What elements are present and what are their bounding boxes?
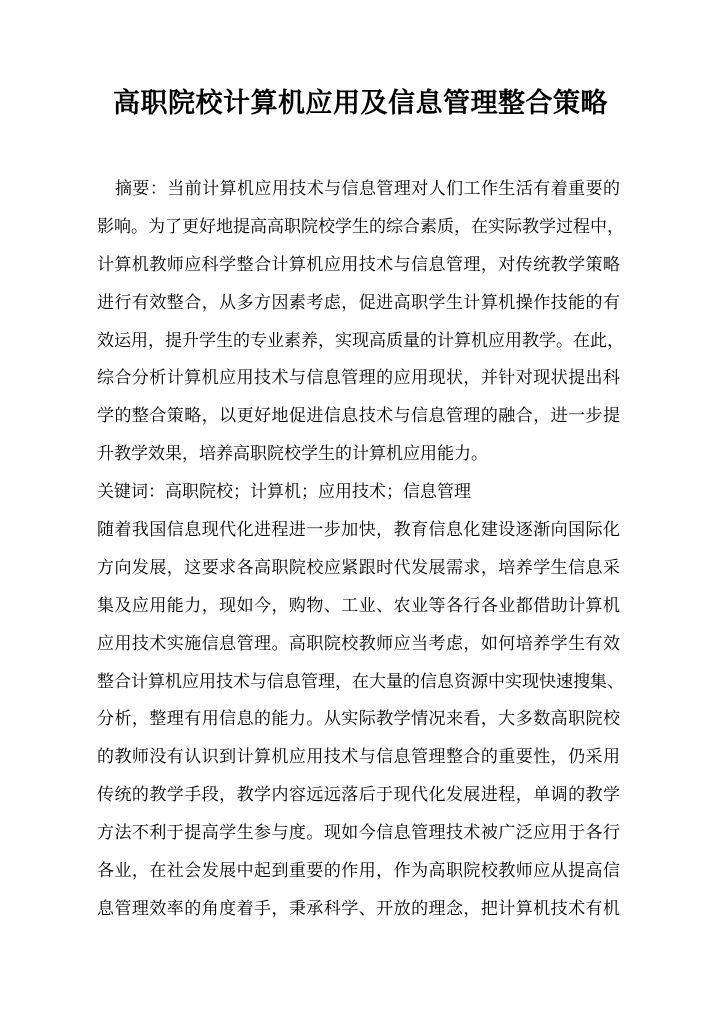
text-line: 随着我国信息现代化进程进一步加快，教育信息化建设逐渐向国际化	[97, 520, 620, 540]
text-line: 摘要：当前计算机应用技术与信息管理对人们工作生活有着重要的	[115, 179, 620, 198]
text-line: 各业，在社会发展中起到重要的作用，作为高职院校教师应从提高信	[97, 861, 620, 881]
text-line: 整合计算机应用技术与信息管理，在大量的信息资源中实现快速搜集、	[97, 671, 624, 691]
text-line: 传统的教学手段，教学内容远远落后于现代化发展进程，单调的教学	[97, 785, 620, 805]
text-line: 升教学效果，培养高职院校学生的计算机应用能力。	[97, 444, 488, 464]
text-line: 分析，整理有用信息的能力。从实际教学情况来看，大多数高职院校	[97, 709, 620, 729]
text-line: 的教师没有认识到计算机应用技术与信息管理整合的重要性，仍采用	[97, 747, 620, 767]
text-line: 应用技术实施信息管理。高职院校教师应当考虑，如何培养学生有效	[97, 633, 620, 653]
text-line: 计算机教师应科学整合计算机应用技术与信息管理，对传统教学策略	[97, 254, 620, 274]
text-line: 影响。为了更好地提高高职院校学生的综合素质，在实际教学过程中，	[97, 216, 624, 236]
text-line: 方法不利于提高学生参与度。现如今信息管理技术被广泛应用于各行	[97, 823, 620, 843]
text-line: 方向发展，这要求各高职院校应紧跟时代发展需求，培养学生信息采	[97, 557, 620, 577]
text-line: 关键词：高职院校；计算机；应用技术；信息管理	[97, 482, 471, 502]
text-line: 学的整合策略，以更好地促进信息技术与信息管理的融合，进一步提	[97, 406, 620, 426]
text-line: 集及应用能力，现如今，购物、工业、农业等各行各业都借助计算机	[97, 595, 620, 615]
document-body	[97, 170, 624, 928]
document-title: 高职院校计算机应用及信息管理整合策略	[113, 88, 608, 118]
text-line: 综合分析计算机应用技术与信息管理的应用现状，并针对现状提出科	[97, 368, 620, 388]
text-line: 效运用，提升学生的专业素养，实现高质量的计算机应用教学。在此，	[97, 330, 624, 350]
text-line: 息管理效率的角度着手，秉承科学、开放的理念，把计算机技术有机	[97, 898, 620, 918]
text-line: 进行有效整合，从多方因素考虑，促进高职学生计算机操作技能的有	[97, 292, 620, 312]
